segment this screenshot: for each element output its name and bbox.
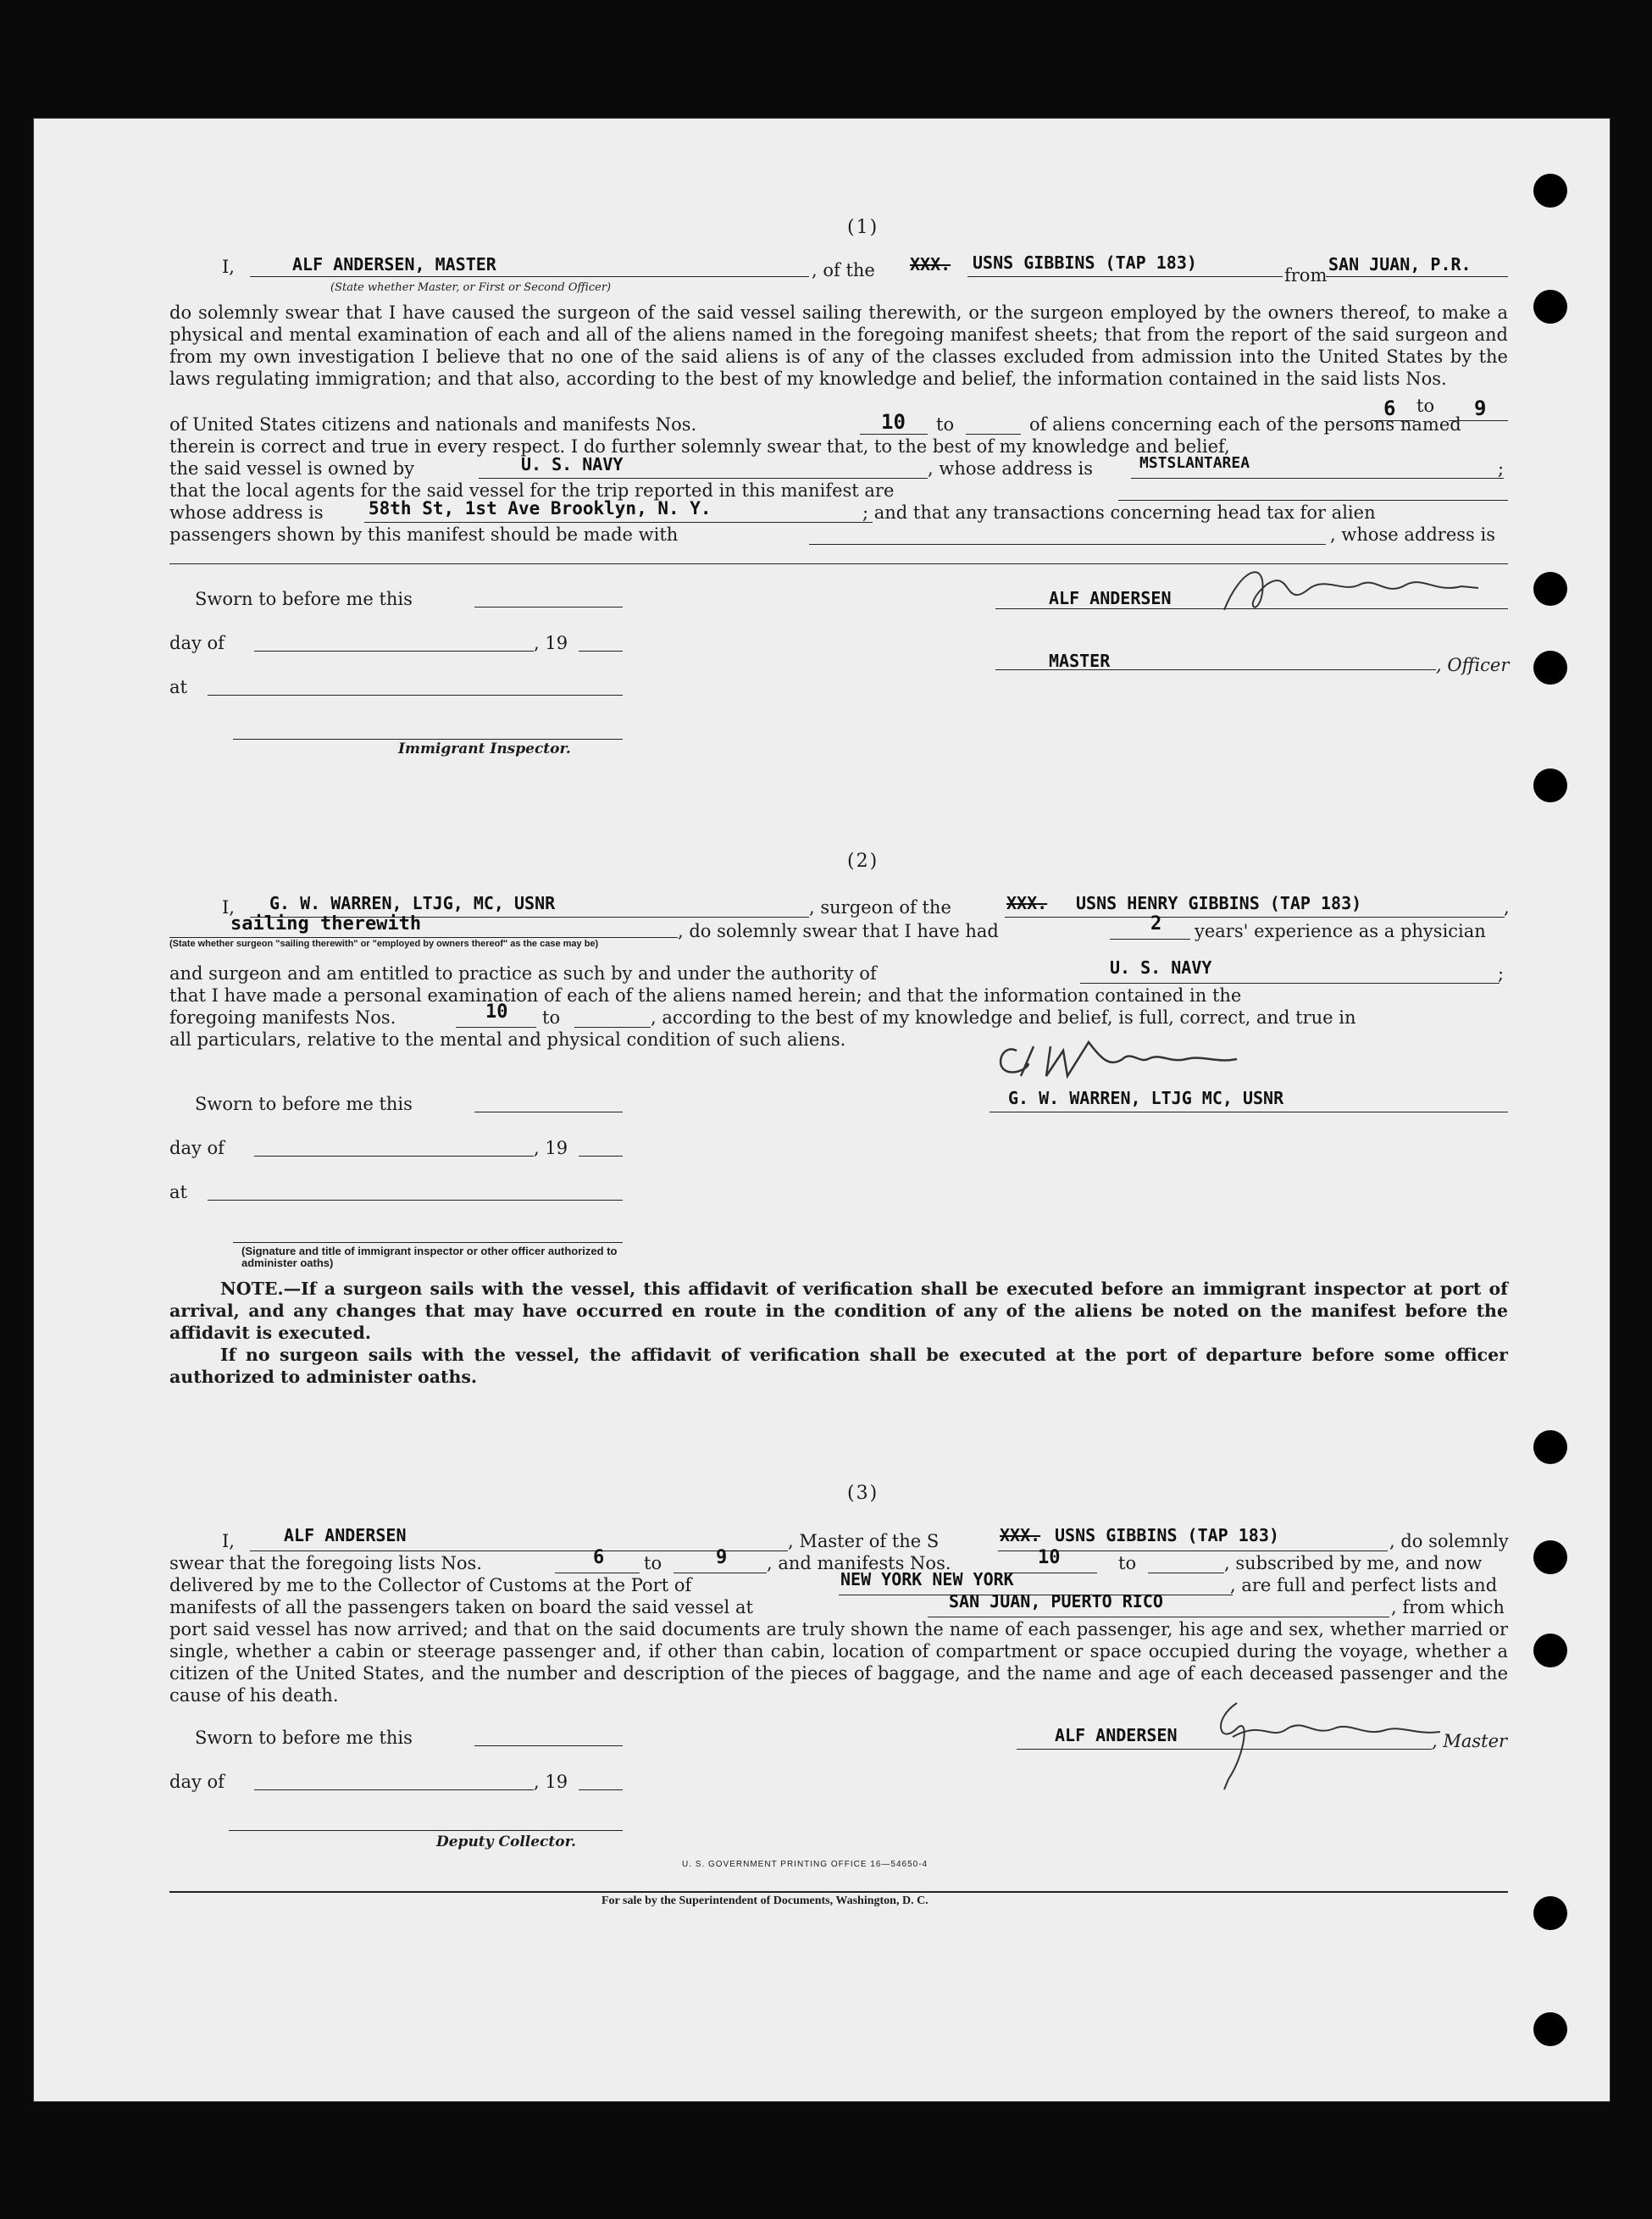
sec3-master: ALF ANDERSEN — [284, 1525, 407, 1545]
sec3-day-of: day of — [169, 1772, 225, 1792]
semicolon-2: ; — [1498, 963, 1505, 984]
sec2-i: I, — [222, 897, 235, 918]
sec1-at: at — [169, 677, 187, 697]
surgeon-name: G. W. WARREN, LTJG, MC, USNR — [269, 893, 556, 913]
owner-address-line — [1131, 478, 1504, 479]
sec3-man-from: 10 — [1038, 1547, 1061, 1568]
therein-line: therein is correct and true in every respect. I do further solemnly swear that, to the best of my knowledge and belief, — [169, 436, 1230, 457]
sec2-manifest-from: 10 — [485, 1001, 508, 1023]
deputy-collector: Deputy Collector. — [436, 1833, 576, 1850]
struck-prefix-2: XXX. — [1006, 893, 1048, 913]
sec2-day-line — [254, 1156, 534, 1157]
sec3-year-line — [579, 1789, 623, 1790]
comma-2: , — [1504, 897, 1510, 918]
sec2-nineteen: , 19 — [534, 1138, 568, 1158]
oath-text: do solemnly swear that I have caused the surgeon of the said vessel sailing therewith, or the surgeon employed by the owners thereof, to make a physical and mental examination of each and all of the aliens named in the foregoing manifest sheets; that from the report of the said surgeon and from my own investigation I believe that no one of the said aliens is of any of the classes excluded from admission into the United States by the laws regulating immigration; and that also, according to the best of my knowledge and belief, the information contained in the said lists Nos. — [169, 302, 1508, 389]
agent-address-line — [364, 522, 873, 523]
agent-address: 58th St, 1st Ave Brooklyn, N. Y. — [369, 498, 712, 519]
subscribed-text: , subscribed by me, and now — [1224, 1553, 1483, 1573]
all-particulars: all particulars, relative to the mental and physical condition of such aliens. — [169, 1029, 846, 1050]
whose-address-3: , whose address is — [1330, 524, 1495, 545]
personal-exam-text: that I have made a personal examination of each of the aliens named herein; and that the information contained in the — [169, 985, 1242, 1006]
master-signer: ALF ANDERSEN — [1049, 588, 1172, 608]
binder-hole — [1533, 1540, 1567, 1574]
surgeon-of-label: , surgeon of the — [809, 897, 951, 918]
sec3-lists-from: 6 — [593, 1547, 605, 1568]
sec3-do-solemnly: , do solemnly — [1389, 1531, 1509, 1551]
authority-line — [1080, 983, 1500, 984]
experience-text: years' experience as a physician — [1195, 921, 1486, 941]
sec1-day-line — [254, 651, 534, 652]
sec3-and-manifests: , and manifests Nos. — [767, 1553, 951, 1573]
sec3-to1: to — [644, 1553, 662, 1573]
note-2: If no surgeon sails with the vessel, the affidavit of verification shall be executed at the port of departure before some officer authorized to administer oaths. — [169, 1345, 1508, 1387]
years-experience: 2 — [1150, 913, 1162, 935]
section-2-number: (2) — [847, 851, 879, 872]
vessel-name: USNS GIBBINS (TAP 183) — [973, 252, 1197, 273]
vessel-name-2: USNS HENRY GIBBINS (TAP 183) — [1076, 893, 1362, 913]
sec2-official-line — [233, 1242, 623, 1243]
binder-hole — [1533, 174, 1567, 208]
delivered-text: delivered by me to the Collector of Customs at the Port of — [169, 1575, 692, 1595]
sec1-nineteen: , 19 — [534, 633, 568, 653]
semicolon-1: ; — [1498, 458, 1505, 479]
from-label: from — [1284, 265, 1328, 286]
sec3-lists-to: 9 — [716, 1547, 728, 1568]
footer-rule — [169, 1891, 1508, 1893]
note-1: NOTE.—If a surgeon sails with the vessel, this affidavit of verification shall be executed before an immigrant inspector at port of arrival, and any changes that may have occurred en route in the condition of any of the aliens be noted on the manifest before the affidavit is executed. — [169, 1279, 1508, 1343]
sec2-to-line — [574, 1027, 651, 1028]
sailing-line — [169, 937, 678, 938]
sec1-year-line — [579, 651, 623, 652]
departure-port: SAN JUAN, P.R. — [1328, 254, 1472, 275]
do-solemnly: , do solemnly swear that I have had — [678, 921, 999, 941]
man-from-line — [860, 434, 928, 435]
sec3-i: I, — [222, 1531, 235, 1551]
binder-hole — [1533, 768, 1567, 802]
inspector-label: Immigrant Inspector. — [398, 741, 571, 757]
master-title: MASTER — [1049, 651, 1111, 671]
from-which-text: , from which — [1391, 1597, 1505, 1617]
surgeon-signer: G. W. WARREN, LTJG MC, USNR — [1008, 1088, 1284, 1108]
sec2-man-line — [456, 1027, 536, 1028]
binder-hole — [1533, 1430, 1567, 1464]
owner-address: MSTSLANTAREA — [1139, 454, 1250, 472]
foregoing-label: foregoing manifests Nos. — [169, 1007, 396, 1028]
port-line — [1326, 276, 1508, 277]
master-name: ALF ANDERSEN, MASTER — [292, 254, 496, 275]
sec3-to2: to — [1118, 1553, 1137, 1573]
sec2-at-line — [208, 1200, 623, 1201]
of-the-label: , of the — [812, 260, 875, 280]
sec1-at-line — [208, 695, 623, 696]
sec3-signer: ALF ANDERSEN — [1055, 1725, 1178, 1745]
manifests-from: 10 — [881, 410, 906, 434]
local-agents-label: that the local agents for the said vessel for the trip reported in this manifest are — [169, 480, 895, 501]
struck-prefix: XXX. — [910, 254, 951, 275]
surgeon-signature — [983, 1025, 1322, 1096]
master-of-label: , Master of the S — [788, 1531, 940, 1551]
sec3-sworn: Sworn to before me this — [195, 1728, 413, 1748]
sailing-caption: (State whether surgeon "sailing therewith" or "employed by owners thereof" as the case may be) — [169, 939, 599, 949]
sec3-paragraph: port said vessel has now arrived; and that on the said documents are truly shown the name of each passenger, his age and sex, whether married or single, whether a cabin or steerage passenger and, if other than cabin, location of compartment or space occupied during the voyage, whether a citizen of the United States, and the number and description of the pieces of baggage, and the name and age of each deceased passenger and the cause of his death. — [169, 1619, 1508, 1706]
oath-paragraph-1 — [169, 302, 1508, 390]
master-signature-3 — [1186, 1695, 1457, 1800]
section-1-number: (1) — [847, 217, 879, 238]
inspector-sig-line — [233, 739, 623, 740]
gpo-imprint: U. S. GOVERNMENT PRINTING OFFICE 16—54650-4 — [682, 1860, 929, 1869]
sec3-from-port: SAN JUAN, PUERTO RICO — [949, 1591, 1163, 1612]
whose-address-2: whose address is — [169, 502, 324, 523]
man-to-label: to — [936, 414, 955, 435]
sec3-vessel: USNS GIBBINS (TAP 183) — [1055, 1525, 1279, 1545]
sec2-day-of: day of — [169, 1138, 225, 1158]
section-3-number: (3) — [847, 1483, 879, 1504]
struck-prefix-3: XXX. — [1000, 1525, 1041, 1545]
whose-address-label: , whose address is — [928, 458, 1093, 479]
local-agents-line — [1118, 500, 1508, 501]
sec3-sworn-line — [474, 1745, 623, 1746]
deputy-line — [229, 1830, 623, 1831]
sec3-swear: swear that the foregoing lists Nos. — [169, 1553, 482, 1573]
of-us-citizens: of United States citizens and nationals and manifests Nos. — [169, 414, 697, 435]
arrival-port: NEW YORK NEW YORK — [840, 1569, 1014, 1589]
binder-hole — [1533, 1896, 1567, 1930]
master-name-line — [250, 276, 809, 277]
binder-hole — [1533, 572, 1567, 606]
officer-label: , Officer — [1436, 655, 1510, 675]
sec2-sworn: Sworn to before me this — [195, 1094, 413, 1114]
full-perfect-text: , are full and perfect lists and — [1230, 1575, 1498, 1595]
binder-hole — [1533, 2012, 1567, 2046]
manifests-all-text: manifests of all the passengers taken on board the said vessel at — [169, 1597, 753, 1617]
passengers-text: passengers shown by this manifest should be made with — [169, 524, 679, 545]
master-word: , Master — [1432, 1731, 1508, 1751]
man-to-line — [966, 434, 1021, 435]
master-caption: (State whether Master, or First or Second Officer) — [330, 281, 612, 294]
sale-notice: For sale by the Superintendent of Documents, Washington, D. C. — [601, 1894, 929, 1907]
binder-hole — [1533, 1634, 1567, 1667]
head-tax-line — [809, 544, 1326, 545]
vessel-line-2 — [1005, 917, 1505, 918]
sec1-day-of: day of — [169, 633, 225, 653]
authority-value: U. S. NAVY — [1110, 957, 1212, 978]
sec2-year-line — [579, 1156, 623, 1157]
sec2-at: at — [169, 1182, 187, 1202]
sec1-i: I, — [222, 257, 235, 277]
binder-hole — [1533, 651, 1567, 685]
sec2-to: to — [542, 1007, 561, 1028]
binder-hole — [1533, 290, 1567, 324]
owner: U. S. NAVY — [521, 454, 624, 474]
lists-from: 6 — [1383, 397, 1396, 420]
master-signature-1 — [1216, 559, 1487, 630]
official-caption: (Signature and title of immigrant inspector or other officer authorized to administer oaths) — [241, 1245, 618, 1269]
owned-by-label: the said vessel is owned by — [169, 458, 415, 479]
of-aliens: of aliens concerning each of the persons named — [1029, 414, 1461, 435]
sailing-therewith: sailing therewith — [230, 913, 422, 935]
sec1-sworn: Sworn to before me this — [195, 589, 413, 609]
according-text: , according to the best of my knowledge and belief, is full, correct, and true in — [651, 1007, 1356, 1028]
head-tax-text: ; and that any transactions concerning head tax for alien — [862, 502, 1376, 523]
sec3-day-line — [254, 1789, 534, 1790]
owner-line — [479, 478, 928, 479]
years-line — [1110, 939, 1190, 940]
authority-text: and surgeon and am entitled to practice as such by and under the authority of — [169, 963, 877, 984]
lists-to: 9 — [1474, 397, 1487, 420]
vessel-line — [967, 276, 1283, 277]
lists-to-label: to — [1416, 396, 1435, 416]
sec3-nineteen: , 19 — [534, 1772, 568, 1792]
